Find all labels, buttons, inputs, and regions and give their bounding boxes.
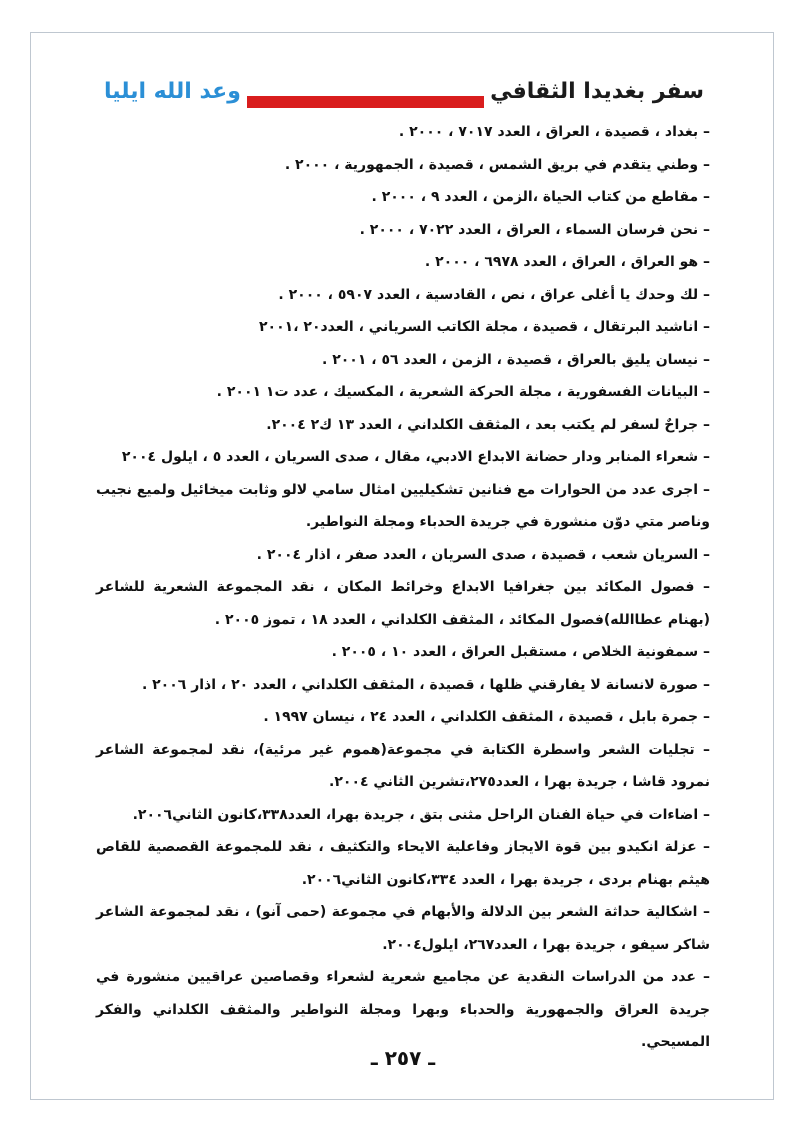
list-item: – شعراء المنابر ودار حضانة الابداع الادبي، مقال ، صدى السريان ، العدد ٥ ، ايلول ٢٠٠٤ xyxy=(121,449,710,465)
list-item: – صورة لانسانة لا يفارقني ظلها ، قصيدة ، المثقف الكلداني ، العدد ٢٠ ، اذار ٢٠٠٦ . xyxy=(141,676,710,693)
list-item: – السريان شعب ، قصيدة ، صدى السريان ، العدد صفر ، اذار ٢٠٠٤ . xyxy=(256,546,710,563)
book-title: سفر بغديدا الثقافي xyxy=(484,78,710,112)
page-header xyxy=(98,78,710,112)
list-item: – هو العراق ، العراق ، العدد ٦٩٧٨ ، ٢٠٠٠ . xyxy=(424,254,710,270)
list-item: – نيسان يليق بالعراق ، قصيدة ، الزمن ، العدد ٥٦ ، ٢٠٠١ . xyxy=(322,351,710,368)
list-item: – مقاطع من كتاب الحياة ،الزمن ، العدد ٩ ، ٢٠٠٠ . xyxy=(371,189,710,205)
list-item: – نحن فرسان السماء ، العراق ، العدد ٧٠٢٢ ، ٢٠٠٠ . xyxy=(359,221,710,238)
list-item: – فصول المكائد بين جغرافيا الابداع وخرائط المكان ، نقد المجموعة الشعرية للشاعر (بهنام عطاالله)فصول المكائد ، المثقف الكلداني ، العدد ١٨ ، تموز ٢٠٠٥ . xyxy=(96,579,710,628)
list-item: – لك وحدك يا أغلى عراق ، نص ، القادسية ، العدد ٥٩٠٧ ، ٢٠٠٠ . xyxy=(278,286,710,303)
list-item: – اناشيد البرتقال ، قصيدة ، مجلة الكاتب السرياني ، العدد٢٠ ،٢٠٠١ xyxy=(259,319,710,335)
list-item: – عدد من الدراسات النقدية عن مجاميع شعرية لشعراء وقصاصين عراقيين منشورة في جريدة العراق والجمهورية والحدباء وبهرا ومجلة النواطير والمثقف الكلداني والفكر المسيحي. xyxy=(96,969,710,1050)
list-item: – تجليات الشعر واسطرة الكتابة في مجموعة(هموم غير مرئية)، نقد لمجموعة الشاعر نمرود قاشا ، جريدة بهرا ، العدد٢٧٥،تشرين الثاني ٢٠٠٤. xyxy=(96,741,710,790)
list-item: – بغداد ، قصيدة ، العراق ، العدد ٧٠١٧ ، ٢٠٠٠ . xyxy=(398,124,710,140)
author-name: وعد الله ايليا xyxy=(98,78,247,112)
list-item: – اشكالية حداثة الشعر بين الدلالة والأبهام في مجموعة (حمى آنو) ، نقد لمجموعة الشاعر شاكر سيفو ، جريدة بهرا ، العدد٢٦٧، ايلول٢٠٠٤. xyxy=(96,904,710,953)
list-item: – جراحٌ لسفر لم يكتب بعد ، المثقف الكلداني ، العدد ١٣ ك٢ ٢٠٠٤. xyxy=(266,416,710,433)
page-number: ـ ٢٥٧ ـ xyxy=(370,1046,436,1070)
list-item: – اجرى عدد من الحوارات مع فنانين تشكيليين امثال سامي لالو وثابت ميخائيل ولميع نجيب وناصر متي دوّن منشورة في جريدة الحدباء ومجلة النواطير. xyxy=(96,481,710,530)
list-item: – اضاءات في حياة الفنان الراحل مثنى بتق ، جريدة بهرا، العدد٣٣٨،كانون الثاني٢٠٠٦. xyxy=(132,806,710,823)
list-item: – عزلة انكيدو بين قوة الايجاز وفاعلية الايحاء والتكثيف ، نقد للمجموعة القصصية للقاص هيثم بهنام بردى ، جريدة بهرا ، العدد ٣٣٤،كانون الثاني٢٠٠٦. xyxy=(96,839,710,888)
list-item: – البيانات الفسفورية ، مجلة الحركة الشعرية ، المكسيك ، عدد ت١ ٢٠٠١ . xyxy=(216,384,710,400)
publication-list xyxy=(96,116,710,1059)
list-item: – وطني يتقدم في بريق الشمس ، قصيدة ، الجمهورية ، ٢٠٠٠ . xyxy=(284,156,710,173)
list-item: – سمفونية الخلاص ، مستقبل العراق ، العدد ١٠ ، ٢٠٠٥ . xyxy=(331,644,710,660)
list-item: – جمرة بابل ، قصيدة ، المثقف الكلداني ، العدد ٢٤ ، نيسان ١٩٩٧ . xyxy=(263,709,710,725)
